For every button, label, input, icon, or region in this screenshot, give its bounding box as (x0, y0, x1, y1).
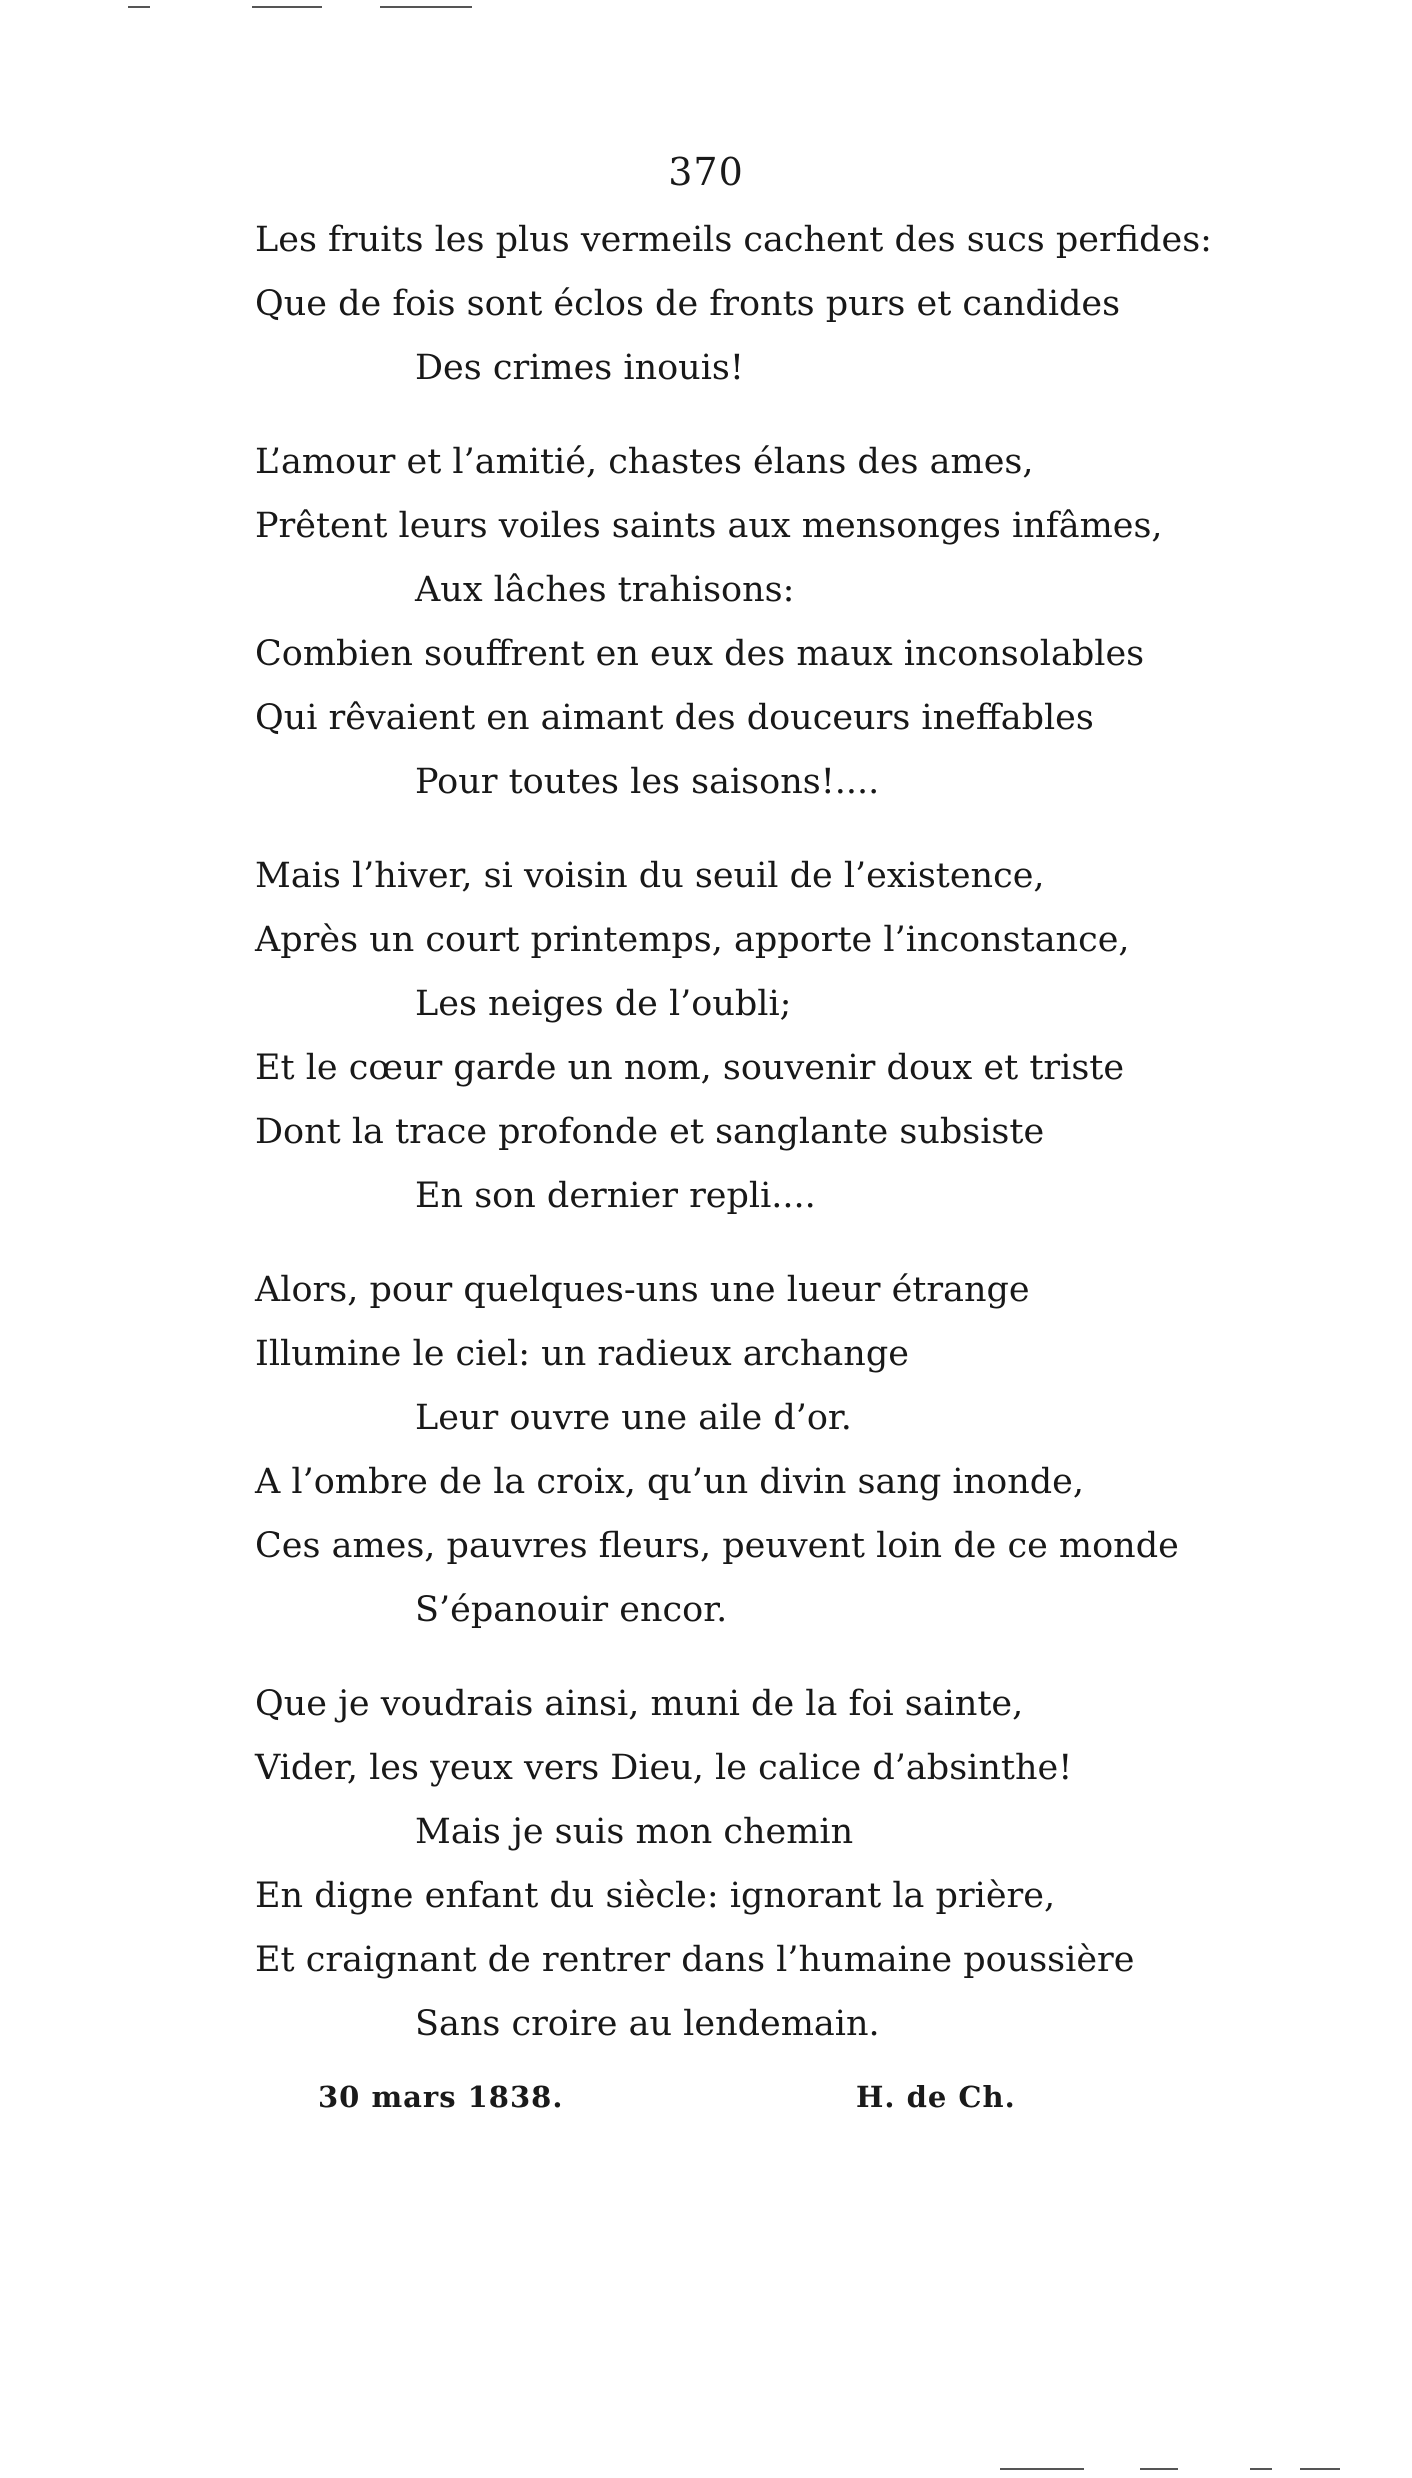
verse-line: Dont la trace profonde et sanglante subsiste (255, 1112, 1045, 1152)
author-signature: H. de Ch. (856, 2080, 1016, 2114)
poem (255, 208, 1255, 2086)
verse-line: Que de fois sont éclos de fronts purs et candides (255, 284, 1121, 324)
verse-line: Ces ames, pauvres fleurs, peuvent loin de ce monde (255, 1526, 1179, 1566)
bottom-rule-right (1250, 2468, 1272, 2470)
stanza-3 (255, 844, 1255, 1228)
verse-line: Qui rêvaient en aimant des douceurs ineffables (255, 698, 1094, 738)
bottom-rule-left (1000, 2468, 1084, 2470)
verse-line-short: Mais je suis mon chemin (415, 1812, 854, 1852)
top-rule-right (380, 6, 472, 8)
verse-line: En digne enfant du siècle: ignorant la prière, (255, 1876, 1056, 1916)
verse-line: Combien souffrent en eux des maux inconsolables (255, 634, 1145, 674)
verse-line: Mais l’hiver, si voisin du seuil de l’existence, (255, 856, 1045, 896)
verse-line: Vider, les yeux vers Dieu, le calice d’absinthe! (255, 1748, 1073, 1788)
stanza-5 (255, 1672, 1255, 2056)
stanza-1 (255, 208, 1255, 400)
top-rule-left (128, 6, 150, 8)
verse-line: Prêtent leurs voiles saints aux mensonges infâmes, (255, 506, 1163, 546)
verse-line: Après un court printemps, apporte l’inconstance, (255, 920, 1130, 960)
verse-line: L’amour et l’amitié, chastes élans des ames, (255, 442, 1034, 482)
verse-line-short: S’épanouir encor. (415, 1590, 728, 1630)
verse-line: Et craignant de rentrer dans l’humaine poussière (255, 1940, 1135, 1980)
verse-line-short: Sans croire au lendemain. (415, 2004, 880, 2044)
bottom-rule-middle (1140, 2468, 1178, 2470)
verse-line-short: Des crimes inouis! (415, 348, 744, 388)
verse-line-short: Aux lâches trahisons: (415, 570, 795, 610)
page-number: 370 (668, 150, 744, 194)
verse-line: A l’ombre de la croix, qu’un divin sang inonde, (255, 1462, 1084, 1502)
verse-line-short: Pour toutes les saisons!.... (415, 762, 880, 802)
verse-line-short: En son dernier repli.... (415, 1176, 816, 1216)
verse-line: Alors, pour quelques-uns une lueur étrange (255, 1270, 1030, 1310)
stanza-2 (255, 430, 1255, 814)
verse-line-short: Les neiges de l’oubli; (415, 984, 792, 1024)
top-rule-middle (252, 6, 322, 8)
verse-line-short: Leur ouvre une aile d’or. (415, 1398, 852, 1438)
verse-line: Et le cœur garde un nom, souvenir doux et triste (255, 1048, 1125, 1088)
bottom-rule-end (1300, 2468, 1340, 2470)
verse-line: Que je voudrais ainsi, muni de la foi sainte, (255, 1684, 1024, 1724)
poem-date: 30 mars 1838. (318, 2080, 564, 2114)
stanza-4 (255, 1258, 1255, 1642)
poem-footer (318, 2080, 1018, 2130)
verse-line: Illumine le ciel: un radieux archange (255, 1334, 909, 1374)
verse-line: Les fruits les plus vermeils cachent des sucs perfides: (255, 220, 1212, 260)
